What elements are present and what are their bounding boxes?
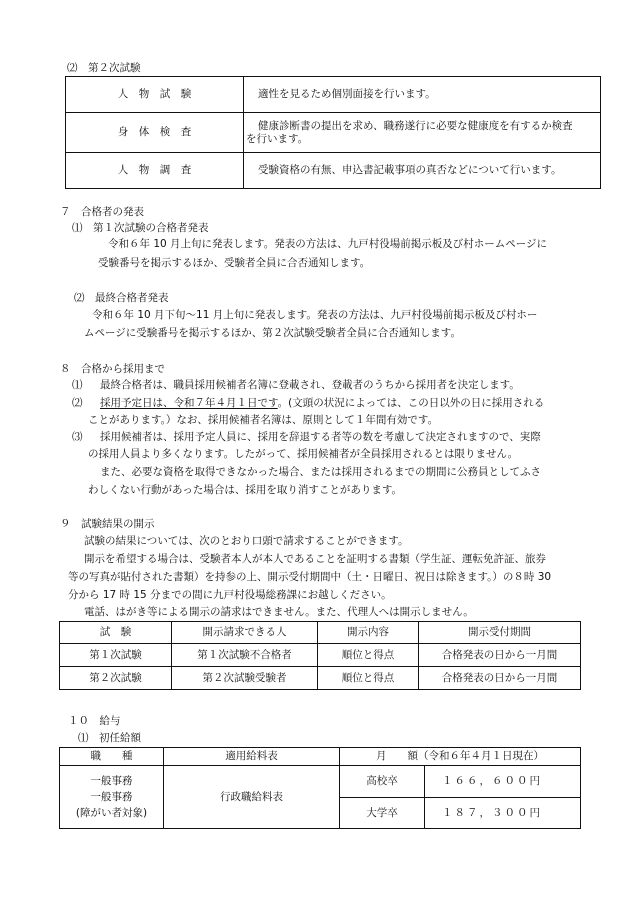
section-heading: ７ 合格者の発表 <box>60 206 144 218</box>
hire-date-underlined: 採用予定日は、令和７年４月１日です <box>100 397 278 409</box>
education-cell: 大学卒 <box>340 798 425 829</box>
paragraph-line: わしくない行動があった場合は、採用を取り消すことがあります。 <box>88 484 403 496</box>
education-cell: 高校卒 <box>340 766 425 798</box>
paragraph-line: 電話、はがき等による開示の請求はできません。また、代理人へは開示しません。 <box>84 606 474 618</box>
job-type-line: (障がい者対象) <box>75 806 148 819</box>
header-cell: 開示内容 <box>318 622 419 644</box>
exam-name-cell <box>66 153 244 189</box>
header-cell: 開示受付期間 <box>419 622 581 644</box>
list-number: ⑶ <box>72 431 83 443</box>
exam-name: 人 物 調 査 <box>117 164 192 176</box>
exam-desc-cell <box>244 77 601 113</box>
salary-scale-cell: 行政職給料表 <box>164 766 340 829</box>
section-heading: ９ 試験結果の開示 <box>60 518 155 530</box>
amount-cell: １６６，６００円 <box>425 766 581 798</box>
subsection-heading: ⑴ 第１次試験の合格者発表 <box>72 222 209 234</box>
table-cell: 第２次試験受験者 <box>172 667 318 690</box>
table-row <box>60 667 581 690</box>
exam-desc-cell <box>244 153 601 189</box>
table-header-row <box>60 748 581 766</box>
list-item: 採用候補者は、採用予定人員に、採用を辞退する者等の数を考慮して決定されますので、実際 <box>100 431 541 443</box>
table-row <box>60 766 581 798</box>
table-row <box>66 77 601 113</box>
table-cell: 第２次試験 <box>60 667 172 690</box>
table-row <box>66 153 601 189</box>
table-cell: 第１次試験 <box>60 644 172 667</box>
list-item: 最終合格者は、職員採用候補者名簿に登載され、登載者のうちから採用者を決定します。 <box>100 379 520 391</box>
table-cell: 合格発表の日から一月間 <box>419 644 581 667</box>
exam-name: 人 物 試 験 <box>117 88 192 100</box>
table-cell: 合格発表の日から一月間 <box>419 667 581 690</box>
header-cell: 適用給料表 <box>164 748 340 766</box>
exam-desc-cell <box>244 113 601 153</box>
job-type-line: 一般事務 <box>90 774 133 787</box>
paragraph-line: 令和６年 10 月上旬に発表します。発表の方法は、九戸村役場前掲示板及び村ホームページに <box>108 238 547 250</box>
subsection-heading: ⑵ 最終合格者発表 <box>74 292 169 304</box>
table-cell: 順位と得点 <box>318 667 419 690</box>
paragraph-line: 試験の結果については、次のとおり口頭で請求することができます。 <box>84 535 409 547</box>
section-heading: ⑵ 第２次試験 <box>67 62 141 74</box>
paragraph-line: 令和６年 10 月下旬～11 月上旬に発表します。発表の方法は、九戸村役場前掲示板及び村ホー <box>92 309 538 321</box>
second-exam-table <box>65 76 601 189</box>
table-cell: 順位と得点 <box>318 644 419 667</box>
paragraph-line: ムページに受験番号を掲示するほか、第２次試験受験者全員に合否通知します。 <box>84 327 461 339</box>
list-item-rest: 。(文頭の状況によっては、この日以外の日に採用される <box>277 397 545 409</box>
exam-name-cell <box>66 77 244 113</box>
disclosure-table <box>59 621 581 690</box>
section-heading: ８ 合格から採用まで <box>60 363 165 375</box>
table-row <box>66 113 601 153</box>
table-header-row <box>60 622 581 644</box>
list-number: ⑴ <box>72 379 83 391</box>
exam-name-cell <box>66 113 244 153</box>
paragraph-line: 開示を希望する場合は、受験者本人が本人であることを証明する書類（学生証、運転免許証、旅券 <box>84 553 546 565</box>
header-cell: 試 験 <box>60 622 172 644</box>
paragraph-line: 受験番号を掲示するほか、受験者全員に合否通知します。 <box>98 257 371 269</box>
paragraph-line: 分から 17 時 15 分までの間に九戸村役場総務課にお越しください。 <box>68 589 392 601</box>
paragraph-line: 等の写真が貼付された書類）を持参の上、開示受付期間中（土・日曜日、祝日は除きます。）の８時 30 <box>68 571 552 583</box>
header-cell: 開示請求できる人 <box>172 622 318 644</box>
exam-desc: 受験資格の有無、申込書記載事項の真否などについて行います。 <box>258 164 562 176</box>
header-cell: 月 額（令和６年４月１日現在） <box>340 748 581 766</box>
exam-desc: 適性を見るため個別面接を行います。 <box>258 88 436 100</box>
table-cell: 第１次試験不合格者 <box>172 644 318 667</box>
paragraph-line: また、必要な資格を取得できなかった場合、または採用されるまでの期間に公務員としてふさ <box>100 466 541 478</box>
job-type-line: 一般事務 <box>90 790 133 803</box>
header-cell: 職 種 <box>60 748 164 766</box>
section-heading: １０ 給与 <box>68 715 121 727</box>
amount-cell: １８７，３００円 <box>425 798 581 829</box>
exam-desc-line: 健康診断書の提出を求め、職務遂行に必要な健康度を有するか検査 <box>258 119 573 132</box>
exam-desc-line: を行います。 <box>246 132 309 145</box>
subsection-heading: ⑴ 初任給額 <box>78 732 141 744</box>
list-item-cont: の採用人員より多くなります。したがって、採用候補者が全員採用されるとは限りません。 <box>88 448 519 460</box>
exam-name: 身 体 検 査 <box>117 126 192 138</box>
job-type-cell <box>60 766 164 829</box>
salary-table <box>59 747 581 829</box>
table-row <box>60 644 581 667</box>
list-number: ⑵ <box>72 397 83 409</box>
list-item <box>100 397 544 410</box>
list-item-cont: ことがあります。）なお、採用候補者名簿は、原則として１年間有効です。 <box>88 414 439 426</box>
